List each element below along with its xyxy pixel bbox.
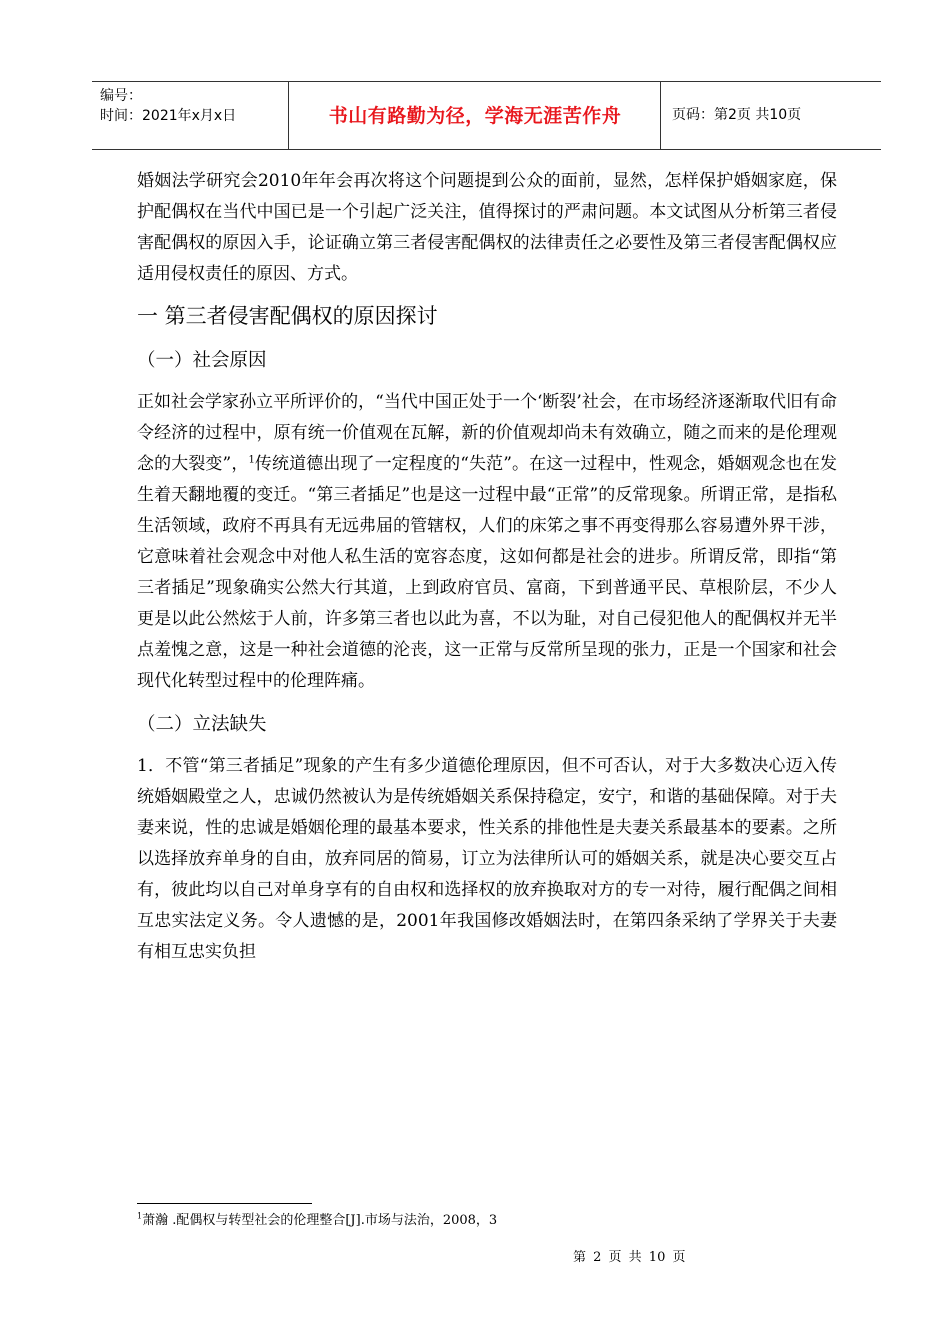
page-number-footer: 第 2 页 共 10 页 bbox=[573, 1250, 686, 1265]
subsection-2-title: （二）立法缺失 bbox=[137, 714, 267, 735]
subsection-1-text-a: 正如社会学家孙立平所评价的，“当代中国正处于一个‘断裂’社会，在市场经济逐渐取代旧有命令经济的过程中，原有统一价值观在瓦解，新的价值观却尚未有效确立，随之而来的是伦理观念的大裂变”， bbox=[137, 392, 837, 474]
header-divider-right bbox=[660, 82, 661, 149]
subsection-1-text-b: 传统道德出现了一定程度的“失范”。在这一过程中，性观念，婚姻观念也在发生着天翻地覆的变迁。“第三者插足”也是这一过程中最“正常”的反常现象。所谓正常，是指私生活领域，政府不再具有无远弗届的管辖权，人们的床笫之事不再变得那么容易遭外界干涉，它意味着社会观念中对他人私生活的宽容态度，这如何都是社会的进步。所谓反常，即指“第三者插足”现象确实公然大行其道，上到政府官员、富商，下到普通平民、草根阶层，不少人更是以此公然炫于人前，许多第三者也以此为喜，不以为耻，对自己侵犯他人的配偶权并无半点羞愧之意，这是一种社会道德的沦丧，这一正常与反常所呈现的张力，正是一个国家和社会现代化转型过程中的伦理阵痛。 bbox=[137, 454, 837, 691]
header-page-label: 页码：第2页 共10页 bbox=[672, 107, 802, 123]
header-divider-left bbox=[288, 82, 289, 149]
footnote-separator bbox=[137, 1203, 312, 1204]
header-motto: 书山有路勤为径，学海无涯苦作舟 bbox=[328, 105, 622, 127]
subsection-2-paragraph: 1．不管“第三者插足”现象的产生有多少道德伦理原因，但不可否认，对于大多数决心迈入传统婚姻殿堂之人，忠诚仍然被认为是传统婚姻关系保持稳定，安宁，和谐的基础保障。对于夫妻来说，性的忠诚是婚姻伦理的最基本要求，性关系的排他性是夫妻关系最基本的要素。之所以选择放弃单身的自由，放弃同居的简易，订立为法律所认可的婚姻关系，就是决心要交互占有，彼此均以自己对单身享有的自由权和选择权的放弃换取对方的专一对待，履行配偶之间相互忠实法定义务。令人遗憾的是，2001年我国修改婚姻法时，在第四条采纳了学界关于夫妻有相互忠实负担 bbox=[137, 756, 837, 962]
subsection-1-title: （一）社会原因 bbox=[137, 350, 267, 371]
header-top-rule bbox=[92, 81, 881, 82]
intro-paragraph: 婚姻法学研究会2010年年会再次将这个问题提到公众的面前，显然，怎样保护婚姻家庭，保护配偶权在当代中国已是一个引起广泛关注，值得探讨的严肃问题。本文试图从分析第三者侵害配偶权的原因入手，论证确立第三者侵害配偶权的法律责任之必要性及第三者侵害配偶权应适用侵权责任的原因、方式。 bbox=[137, 171, 837, 284]
header-meta bbox=[100, 86, 285, 126]
header-time-label: 时间：2021年x月x日 bbox=[100, 108, 237, 124]
subsection-1-paragraph bbox=[137, 387, 837, 697]
footnote-reference[interactable]: 1 bbox=[248, 454, 255, 466]
section-1-title: 一 第三者侵害配偶权的原因探讨 bbox=[137, 304, 438, 328]
footnote-text: 萧瀚 .配偶权与转型社会的伦理整合[J].市场与法治，2008，3 bbox=[142, 1213, 498, 1228]
document-body bbox=[137, 166, 837, 968]
footnote bbox=[137, 1212, 837, 1230]
header-bottom-rule bbox=[92, 149, 881, 150]
header-number-label: 编号： bbox=[100, 88, 142, 104]
footnote-mark: 1 bbox=[137, 1211, 143, 1221]
